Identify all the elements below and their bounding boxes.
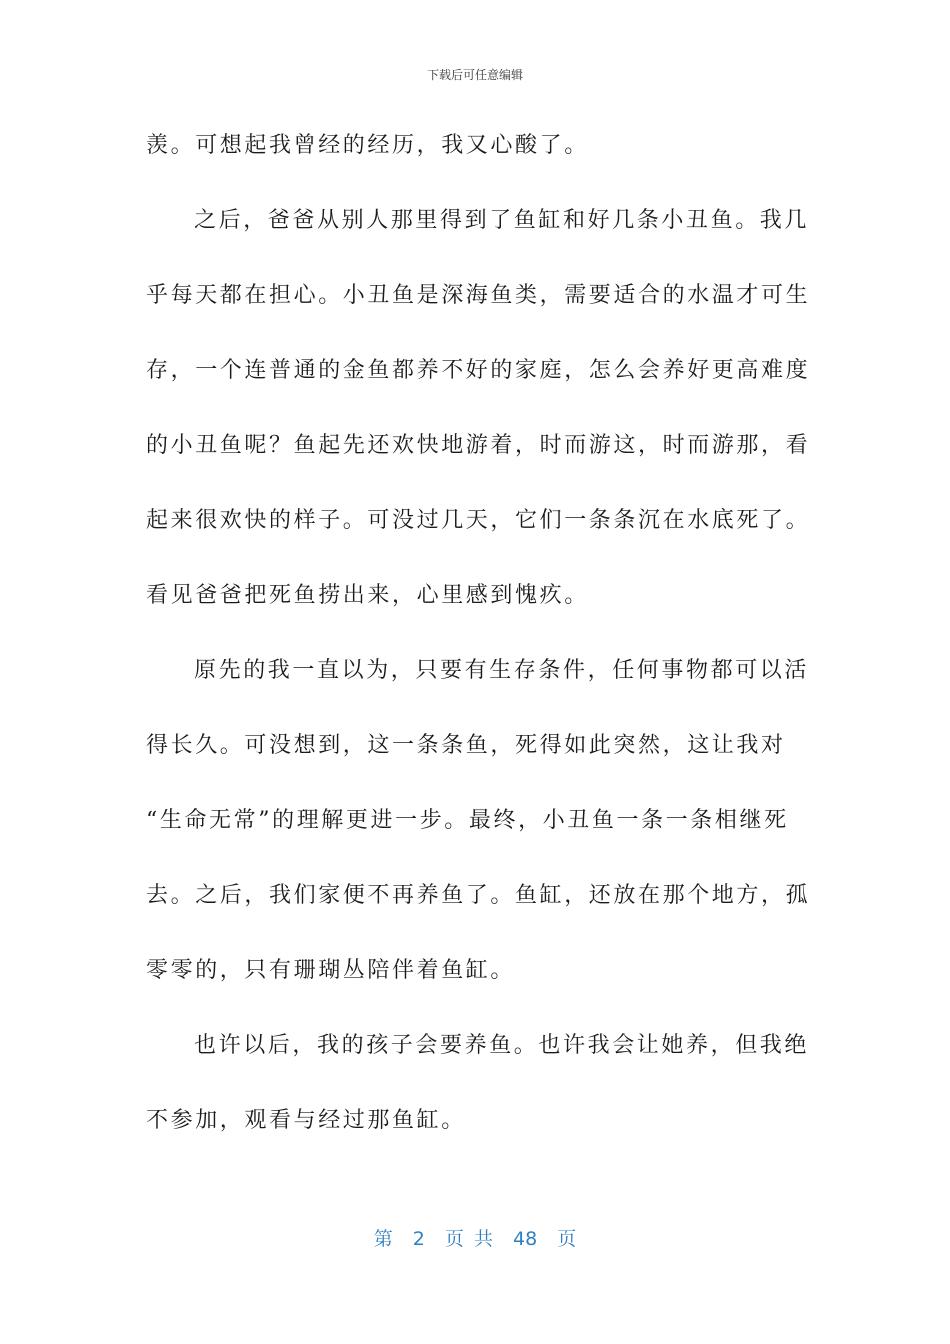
text-line: 不参加，观看与经过那鱼缸。 (146, 1108, 466, 1133)
text-line: 起来很欢快的样子。可没过几天，它们一条条沉在水底死了。 (146, 508, 811, 533)
page-header: 下载后可任意编辑 (426, 68, 523, 82)
text-line: 羡。可想起我曾经的经历，我又心酸了。 (146, 133, 589, 158)
page-number-footer (0, 1224, 950, 1251)
document-body (146, 126, 811, 1176)
paragraph-start-line: 也许以后，我的孩子会要养鱼。也许我会让她养，但我绝 (194, 1033, 810, 1058)
page-number-text: 第 2 页 共 48 页 (373, 1228, 577, 1250)
text-line: 看见爸爸把死鱼捞出来，心里感到愧疚。 (146, 583, 589, 608)
text-line: 的小丑鱼呢？鱼起先还欢快地游着，时而游这，时而游那，看 (146, 433, 811, 458)
text-line: 存，一个连普通的金鱼都养不好的家庭，怎么会养好更高难度 (146, 358, 811, 383)
text-line: “生命无常”的理解更进一步。最终，小丑鱼一条一条相继死 (146, 808, 789, 833)
paragraph-start-line: 之后，爸爸从别人那里得到了鱼缸和好几条小丑鱼。我几 (194, 208, 810, 233)
text-line: 去。之后，我们家便不再养鱼了。鱼缸，还放在那个地方，孤 (146, 883, 811, 908)
paragraph-start-line: 原先的我一直以为，只要有生存条件，任何事物都可以活 (194, 658, 810, 683)
text-line: 得长久。可没想到，这一条条鱼，死得如此突然，这让我对 (146, 733, 786, 758)
text-line: 乎每天都在担心。小丑鱼是深海鱼类，需要适合的水温才可生 (146, 283, 811, 308)
text-line: 零零的，只有珊瑚丛陪伴着鱼缸。 (146, 958, 516, 983)
